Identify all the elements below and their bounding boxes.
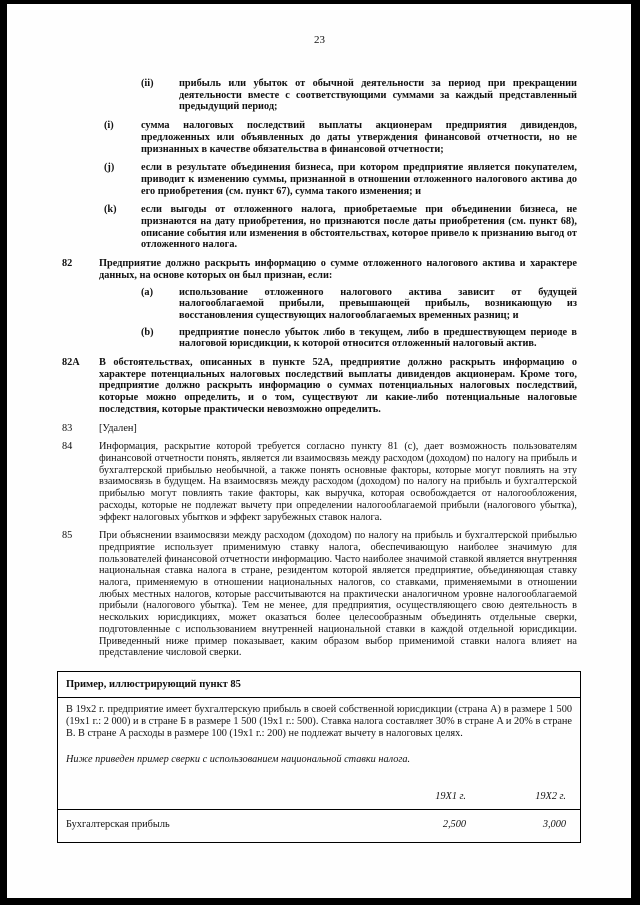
list-item [62, 287, 577, 322]
cell-value-19x1: 2,500 [442, 819, 466, 831]
paragraph-85 [62, 530, 577, 659]
page-number: 23 [314, 34, 325, 46]
paragraph-text: [Удален] [99, 422, 137, 434]
list-item [62, 78, 577, 113]
list-item-label: (k) [104, 204, 117, 216]
table-row [58, 810, 580, 842]
paragraph-82 [62, 258, 577, 350]
paragraph-number: 84 [62, 441, 73, 453]
list-item [62, 204, 577, 251]
list-item [62, 162, 577, 197]
column-header-19x1: 19X1 г. [435, 791, 466, 803]
paragraph-number: 83 [62, 422, 73, 434]
example-note: Ниже приведен пример сверки с использованием национальной ставки налога. [66, 753, 411, 765]
list-item-text: использование отложенного налогового актива зависит от будущей налогооблагаемой прибыли, превышающей прибыль, возникающую из восстановления существующих налогооблагаемых временных разниц; и [179, 286, 577, 321]
cell-value-19x2: 3,000 [542, 819, 566, 831]
paragraph-number: 85 [62, 530, 73, 542]
paragraph-number: 82A [62, 357, 80, 369]
paragraph-number: 82 [62, 258, 73, 270]
paragraph-82a [62, 357, 577, 416]
paragraph-83 [62, 423, 577, 435]
list-item-label: (a) [141, 286, 154, 298]
row-label: Бухгалтерская прибыль [66, 819, 170, 831]
list-item-text: если выгоды от отложенного налога, приобретаемые при объединении бизнеса, не признаются на дату приобретения, но признаются после даты приобретения (см. пункт 68), описание события или изменения в обстоятельствах, которое привело к признанию выгод от отложенного налога. [141, 204, 577, 251]
example-box [57, 671, 581, 843]
paragraph-text: В обстоятельствах, описанных в пункте 52A, предприятие должно раскрыть информацию о характере потенциальных налоговых последствий выплаты дивидендов акционерам. Кроме того, предприятие должно раскрыть информацию о суммах потенциальных налоговых последствий, которые можно определить, и о том, существуют ли какие-либо потенциальные налоговые последствия, которые практически невозможно определить. [99, 357, 577, 415]
list-item-label: (b) [141, 326, 154, 338]
paragraph-text: Предприятие должно раскрыть информацию о сумме отложенного налогового актива и характере данных, на основе которых он был признан, если: [99, 258, 577, 281]
column-header-19x2: 19X2 г. [535, 791, 566, 803]
list-item-label: (i) [104, 120, 114, 132]
list-item-text: сумма налоговых последствий выплаты акционерам предприятия дивидендов, предложенных или объявленных до даты утверждения финансовой отчетности, но не признанных в качестве обязательства в финансовой отчетности; [141, 120, 577, 155]
page [7, 4, 631, 898]
list-item-text: предприятие понесло убыток либо в текущем, либо в предшествующем периоде в налоговой юрисдикции, к которой относится отложенный налоговый актив. [179, 326, 577, 350]
list-item-label: (ii) [141, 78, 154, 89]
list-item [62, 327, 577, 350]
list-item-text: если в результате объединения бизнеса, при котором предприятие является покупателем, приводит к изменению суммы, признанной в отношении отложенного налогового актива до его приобретения (см. пункт 67), сумма такого изменения; и [141, 162, 577, 197]
list-item [62, 120, 577, 155]
example-title: Пример, иллюстрирующий пункт 85 [58, 672, 580, 698]
list-item-label: (j) [104, 162, 115, 174]
list-item-text: прибыль или убыток от обычной деятельности за период при прекращении деятельности вместе с соответствующими суммами за каждый представленный предыдущий период; [179, 78, 577, 113]
paragraph-text: Информация, раскрытие которой требуется согласно пункту 81 (c), дает возможность пользователям финансовой отчетности понять, является ли взаимосвязь между расходом (доходом) по налогу на прибыль и бухгалтерской прибылью необычной, а также понять основные факторы, которые могут повлиять на эту взаимосвязь в будущем. На взаимосвязь между расходом (доходом) по налогу на прибыль и бухгалтерской прибылью могут повлиять такие факторы, как выручка, которая освобождается от налогообложения, расходы, которые не подлежат вычету при определении налогооблагаемой прибыли (налогового убытка), эффект налоговых убытков и эффект зарубежных ставок налога. [99, 441, 577, 523]
paragraph-text: При объяснении взаимосвязи между расходом (доходом) по налогу на прибыль и бухгалтерской прибылью предприятие использует применимую ставку налога, обеспечивающую наиболее значимую для пользователей финансовой отчетности информацию. Часто наиболее значимой ставкой является внутренняя национальная ставка налога в стране, резидентом которой является предприятие, объединяющая ставку налога, применяемую в отношении национальных налогов, со ставками, применяемыми в отношении любых местных налогов, которые рассчитываются на практически аналогичном уровне налогооблагаемой прибыли (налогового убытка). Тем не менее, для предприятия, осуществляющего свою деятельность в нескольких юрисдикциях, может оказаться более целесообразным объединять отдельные сверки, подготовленные с использованием внутренней национальной ставки в каждой отдельной юрисдикции. Приведенный ниже пример показывает, каким образом выбор применимой ставки налога влияет на представление числовой сверки. [99, 530, 577, 659]
table-column-headers [58, 767, 580, 809]
example-body: В 19х2 г. предприятие имеет бухгалтерскую прибыль в своей собственной юрисдикции (страна A) в размере 1 500 (19х1 г.: 2 000) и в стране Б в размере 1 500 (19х1 г.: 500). Ставка налога составляет 30% в стране A и 20% в стране В. В стране A расходы в размере 100 (19х1 г.: 200) не подлежат вычету в налоговых целях. [66, 703, 572, 739]
paragraph-84 [62, 441, 577, 523]
